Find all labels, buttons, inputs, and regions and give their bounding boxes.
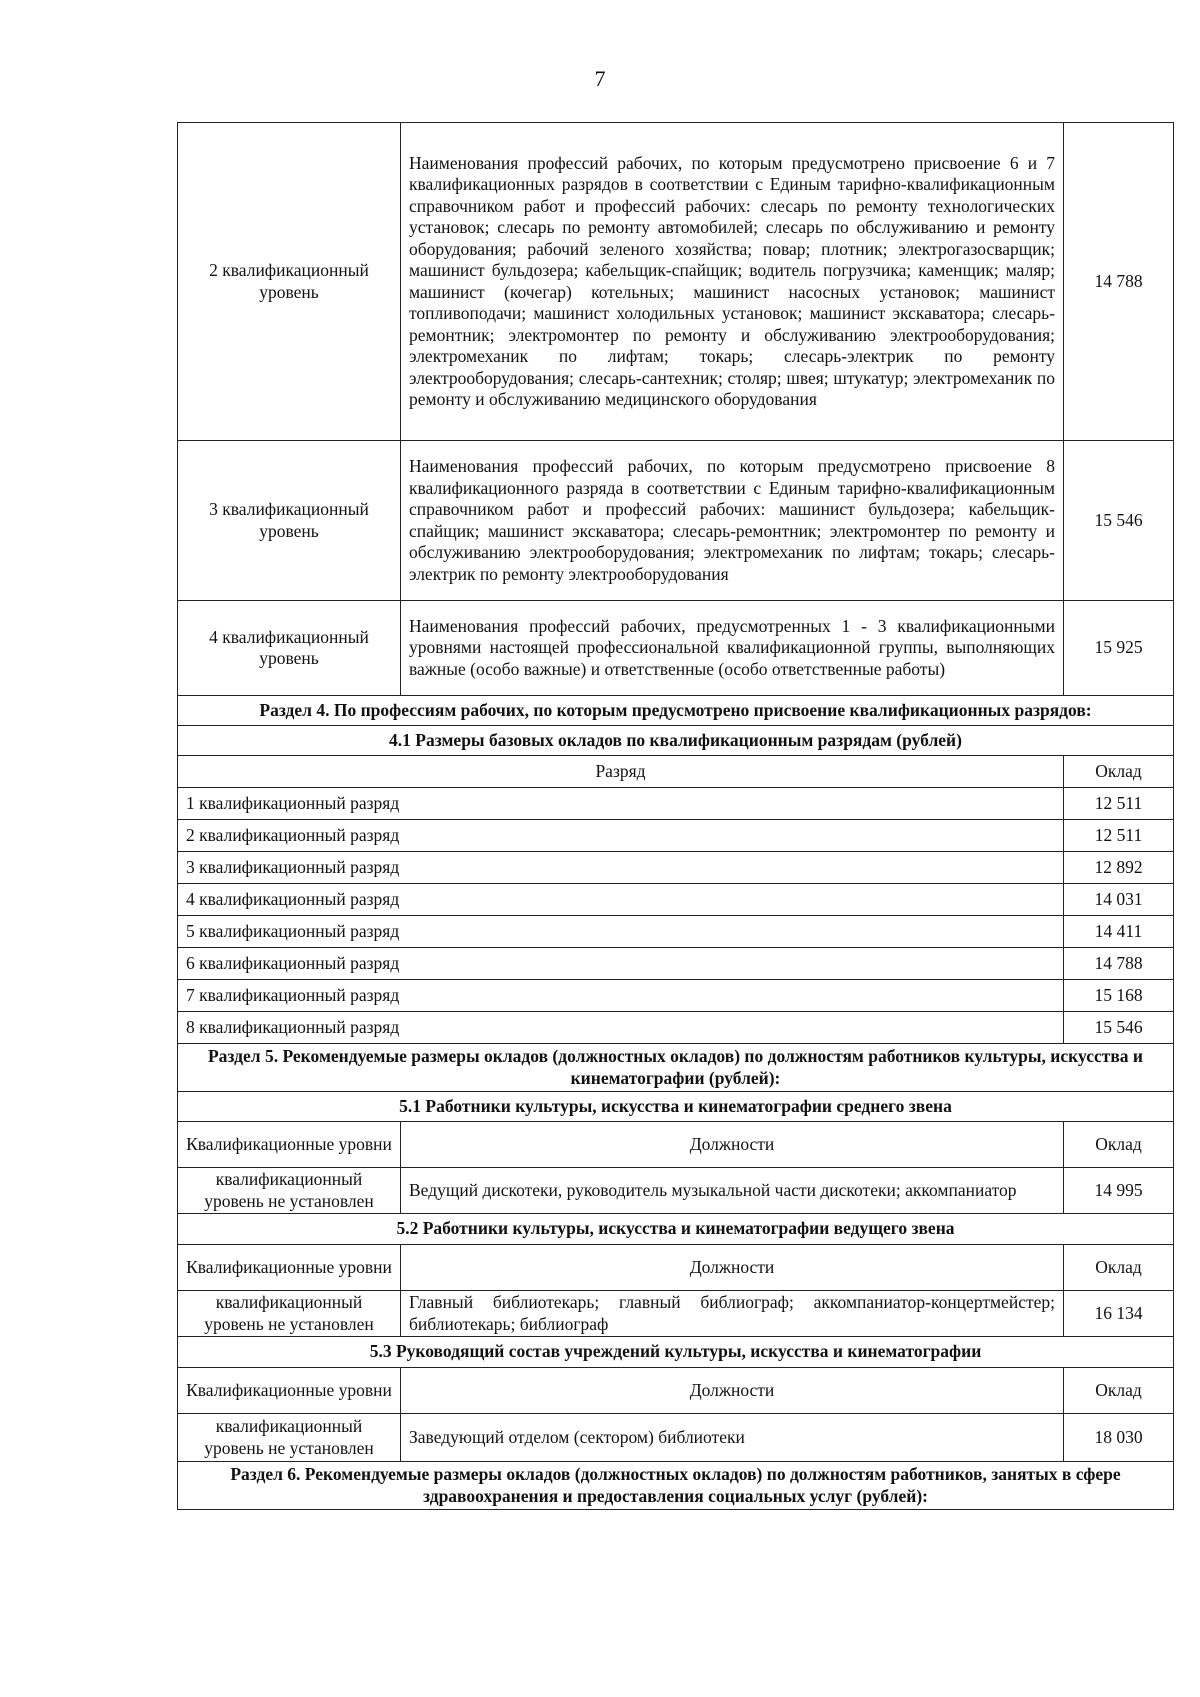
salary-column-header: Оклад xyxy=(1064,1368,1174,1414)
salary-cell: 15 546 xyxy=(1064,1012,1174,1044)
qual-level-cell: 4 квалификационный уровень xyxy=(178,601,401,696)
qual-level-row xyxy=(178,441,1174,601)
positions-cell: Заведующий отделом (сектором) библиотеки xyxy=(401,1414,1064,1462)
salary-cell: 16 134 xyxy=(1064,1291,1174,1337)
grade-row xyxy=(178,788,1174,820)
levels-column-header: Квалификационные уровни xyxy=(178,1245,401,1291)
position-row xyxy=(178,1414,1174,1462)
grade-row xyxy=(178,916,1174,948)
section-heading-row xyxy=(178,1462,1174,1510)
qual-level-cell: квалификационный уровень не установлен xyxy=(178,1414,401,1462)
grade-column-header: Разряд xyxy=(178,756,1064,788)
qual-level-cell: 3 квалификационный уровень xyxy=(178,441,401,601)
qual-level-cell: квалификационный уровень не установлен xyxy=(178,1291,401,1337)
qual-level-cell: квалификационный уровень не установлен xyxy=(178,1168,401,1214)
salary-cell: 18 030 xyxy=(1064,1414,1174,1462)
page-number: 7 xyxy=(594,66,606,91)
section5-1-title: 5.1 Работники культуры, искусства и кинематографии среднего звена xyxy=(178,1092,1174,1122)
salary-column-header: Оклад xyxy=(1064,1245,1174,1291)
levels-column-header: Квалификационные уровни xyxy=(178,1122,401,1168)
section4-title: Раздел 4. По профессиям рабочих, по которым предусмотрено присвоение квалификационных разрядов: xyxy=(178,696,1174,726)
positions-column-header: Должности xyxy=(401,1368,1064,1414)
subsection-heading-row xyxy=(178,1092,1174,1122)
positions-column-header: Должности xyxy=(401,1245,1064,1291)
profession-list-cell: Наименования профессий рабочих, предусмотренных 1 - 3 квалификационными уровнями настоящей профессиональной квалификационной группы, выполняющих важные (особо важные) и ответственные (особо ответственные работы) xyxy=(401,601,1064,696)
salary-cell: 14 788 xyxy=(1064,948,1174,980)
column-header-row xyxy=(178,1368,1174,1414)
positions-cell: Ведущий дискотеки, руководитель музыкальной части дискотеки; аккомпаниатор xyxy=(401,1168,1064,1214)
salary-cell: 14 788 xyxy=(1064,123,1174,441)
salary-column-header: Оклад xyxy=(1064,1122,1174,1168)
position-row xyxy=(178,1291,1174,1337)
section6-title: Раздел 6. Рекомендуемые размеры окладов (должностных окладов) по должностям работников, занятых в сфере здравоохранения и предоставления социальных услуг (рублей): xyxy=(178,1462,1174,1510)
grade-row xyxy=(178,820,1174,852)
salary-table xyxy=(177,122,1174,1510)
position-row xyxy=(178,1168,1174,1214)
grade-cell: 4 квалификационный разряд xyxy=(178,884,1064,916)
section5-3-title: 5.3 Руководящий состав учреждений культуры, искусства и кинематографии xyxy=(178,1337,1174,1368)
grade-row xyxy=(178,980,1174,1012)
profession-list-cell: Наименования профессий рабочих, по которым предусмотрено присвоение 8 квалификационного разряда в соответствии с Единым тарифно-квалификационным справочником работ и профессий рабочих: машинист бульдозера; кабельщик-спайщик; машинист экскаватора; слесарь-ремонтник; электромонтер по ремонту и обслуживанию электрооборудования; электромеханик по лифтам; токарь; слесарь-электрик по ремонту электрооборудования xyxy=(401,441,1064,601)
grade-cell: 2 квалификационный разряд xyxy=(178,820,1064,852)
qual-level-row xyxy=(178,123,1174,441)
grade-cell: 1 квалификационный разряд xyxy=(178,788,1064,820)
salary-cell: 12 892 xyxy=(1064,852,1174,884)
grade-row xyxy=(178,884,1174,916)
qual-level-cell: 2 квалификационный уровень xyxy=(178,123,401,441)
grade-cell: 7 квалификационный разряд xyxy=(178,980,1064,1012)
section-heading-row xyxy=(178,1044,1174,1092)
levels-column-header: Квалификационные уровни xyxy=(178,1368,401,1414)
salary-cell: 14 031 xyxy=(1064,884,1174,916)
positions-cell: Главный библиотекарь; главный библиограф; аккомпаниатор-концертмейстер; библиотекарь; библиограф xyxy=(401,1291,1064,1337)
grade-cell: 5 квалификационный разряд xyxy=(178,916,1064,948)
qual-level-row xyxy=(178,601,1174,696)
section5-2-title: 5.2 Работники культуры, искусства и кинематографии ведущего звена xyxy=(178,1214,1174,1245)
grade-cell: 3 квалификационный разряд xyxy=(178,852,1064,884)
grade-cell: 6 квалификационный разряд xyxy=(178,948,1064,980)
subsection-heading-row xyxy=(178,1337,1174,1368)
salary-cell: 12 511 xyxy=(1064,820,1174,852)
salary-cell: 15 546 xyxy=(1064,441,1174,601)
salary-cell: 15 925 xyxy=(1064,601,1174,696)
grade-cell: 8 квалификационный разряд xyxy=(178,1012,1064,1044)
subsection-heading-row xyxy=(178,726,1174,756)
column-header-row xyxy=(178,1245,1174,1291)
section5-title: Раздел 5. Рекомендуемые размеры окладов (должностных окладов) по должностям работников культуры, искусства и кинематографии (рублей): xyxy=(178,1044,1174,1092)
subsection-heading-row xyxy=(178,1214,1174,1245)
grade-row xyxy=(178,1012,1174,1044)
section-heading-row xyxy=(178,696,1174,726)
salary-cell: 15 168 xyxy=(1064,980,1174,1012)
column-header-row xyxy=(178,756,1174,788)
section4-subtitle: 4.1 Размеры базовых окладов по квалификационным разрядам (рублей) xyxy=(178,726,1174,756)
grade-row xyxy=(178,948,1174,980)
salary-cell: 12 511 xyxy=(1064,788,1174,820)
profession-list-cell: Наименования профессий рабочих, по которым предусмотрено присвоение 6 и 7 квалификационных разрядов в соответствии с Единым тарифно-квалификационным справочником работ и профессий рабочих: слесарь по ремонту технологических установок; слесарь по ремонту автомобилей; слесарь по обслуживанию и ремонту оборудования; рабочий зеленого хозяйства; повар; плотник; электрогазосварщик; машинист бульдозера; кабельщик-спайщик; водитель погрузчика; каменщик; маляр; машинист (кочегар) котельных; машинист насосных установок; машинист топливоподачи; машинист холодильных установок; машинист экскаватора; слесарь-ремонтник; электромонтер по ремонту и обслуживанию электрооборудования; электромеханик по лифтам; токарь; слесарь-электрик по ремонту электрооборудования; слесарь-сантехник; столяр; швея; штукатур; электромеханик по ремонту и обслуживанию медицинского оборудования xyxy=(401,123,1064,441)
column-header-row xyxy=(178,1122,1174,1168)
salary-cell: 14 995 xyxy=(1064,1168,1174,1214)
salary-column-header: Оклад xyxy=(1064,756,1174,788)
positions-column-header: Должности xyxy=(401,1122,1064,1168)
grade-row xyxy=(178,852,1174,884)
salary-cell: 14 411 xyxy=(1064,916,1174,948)
